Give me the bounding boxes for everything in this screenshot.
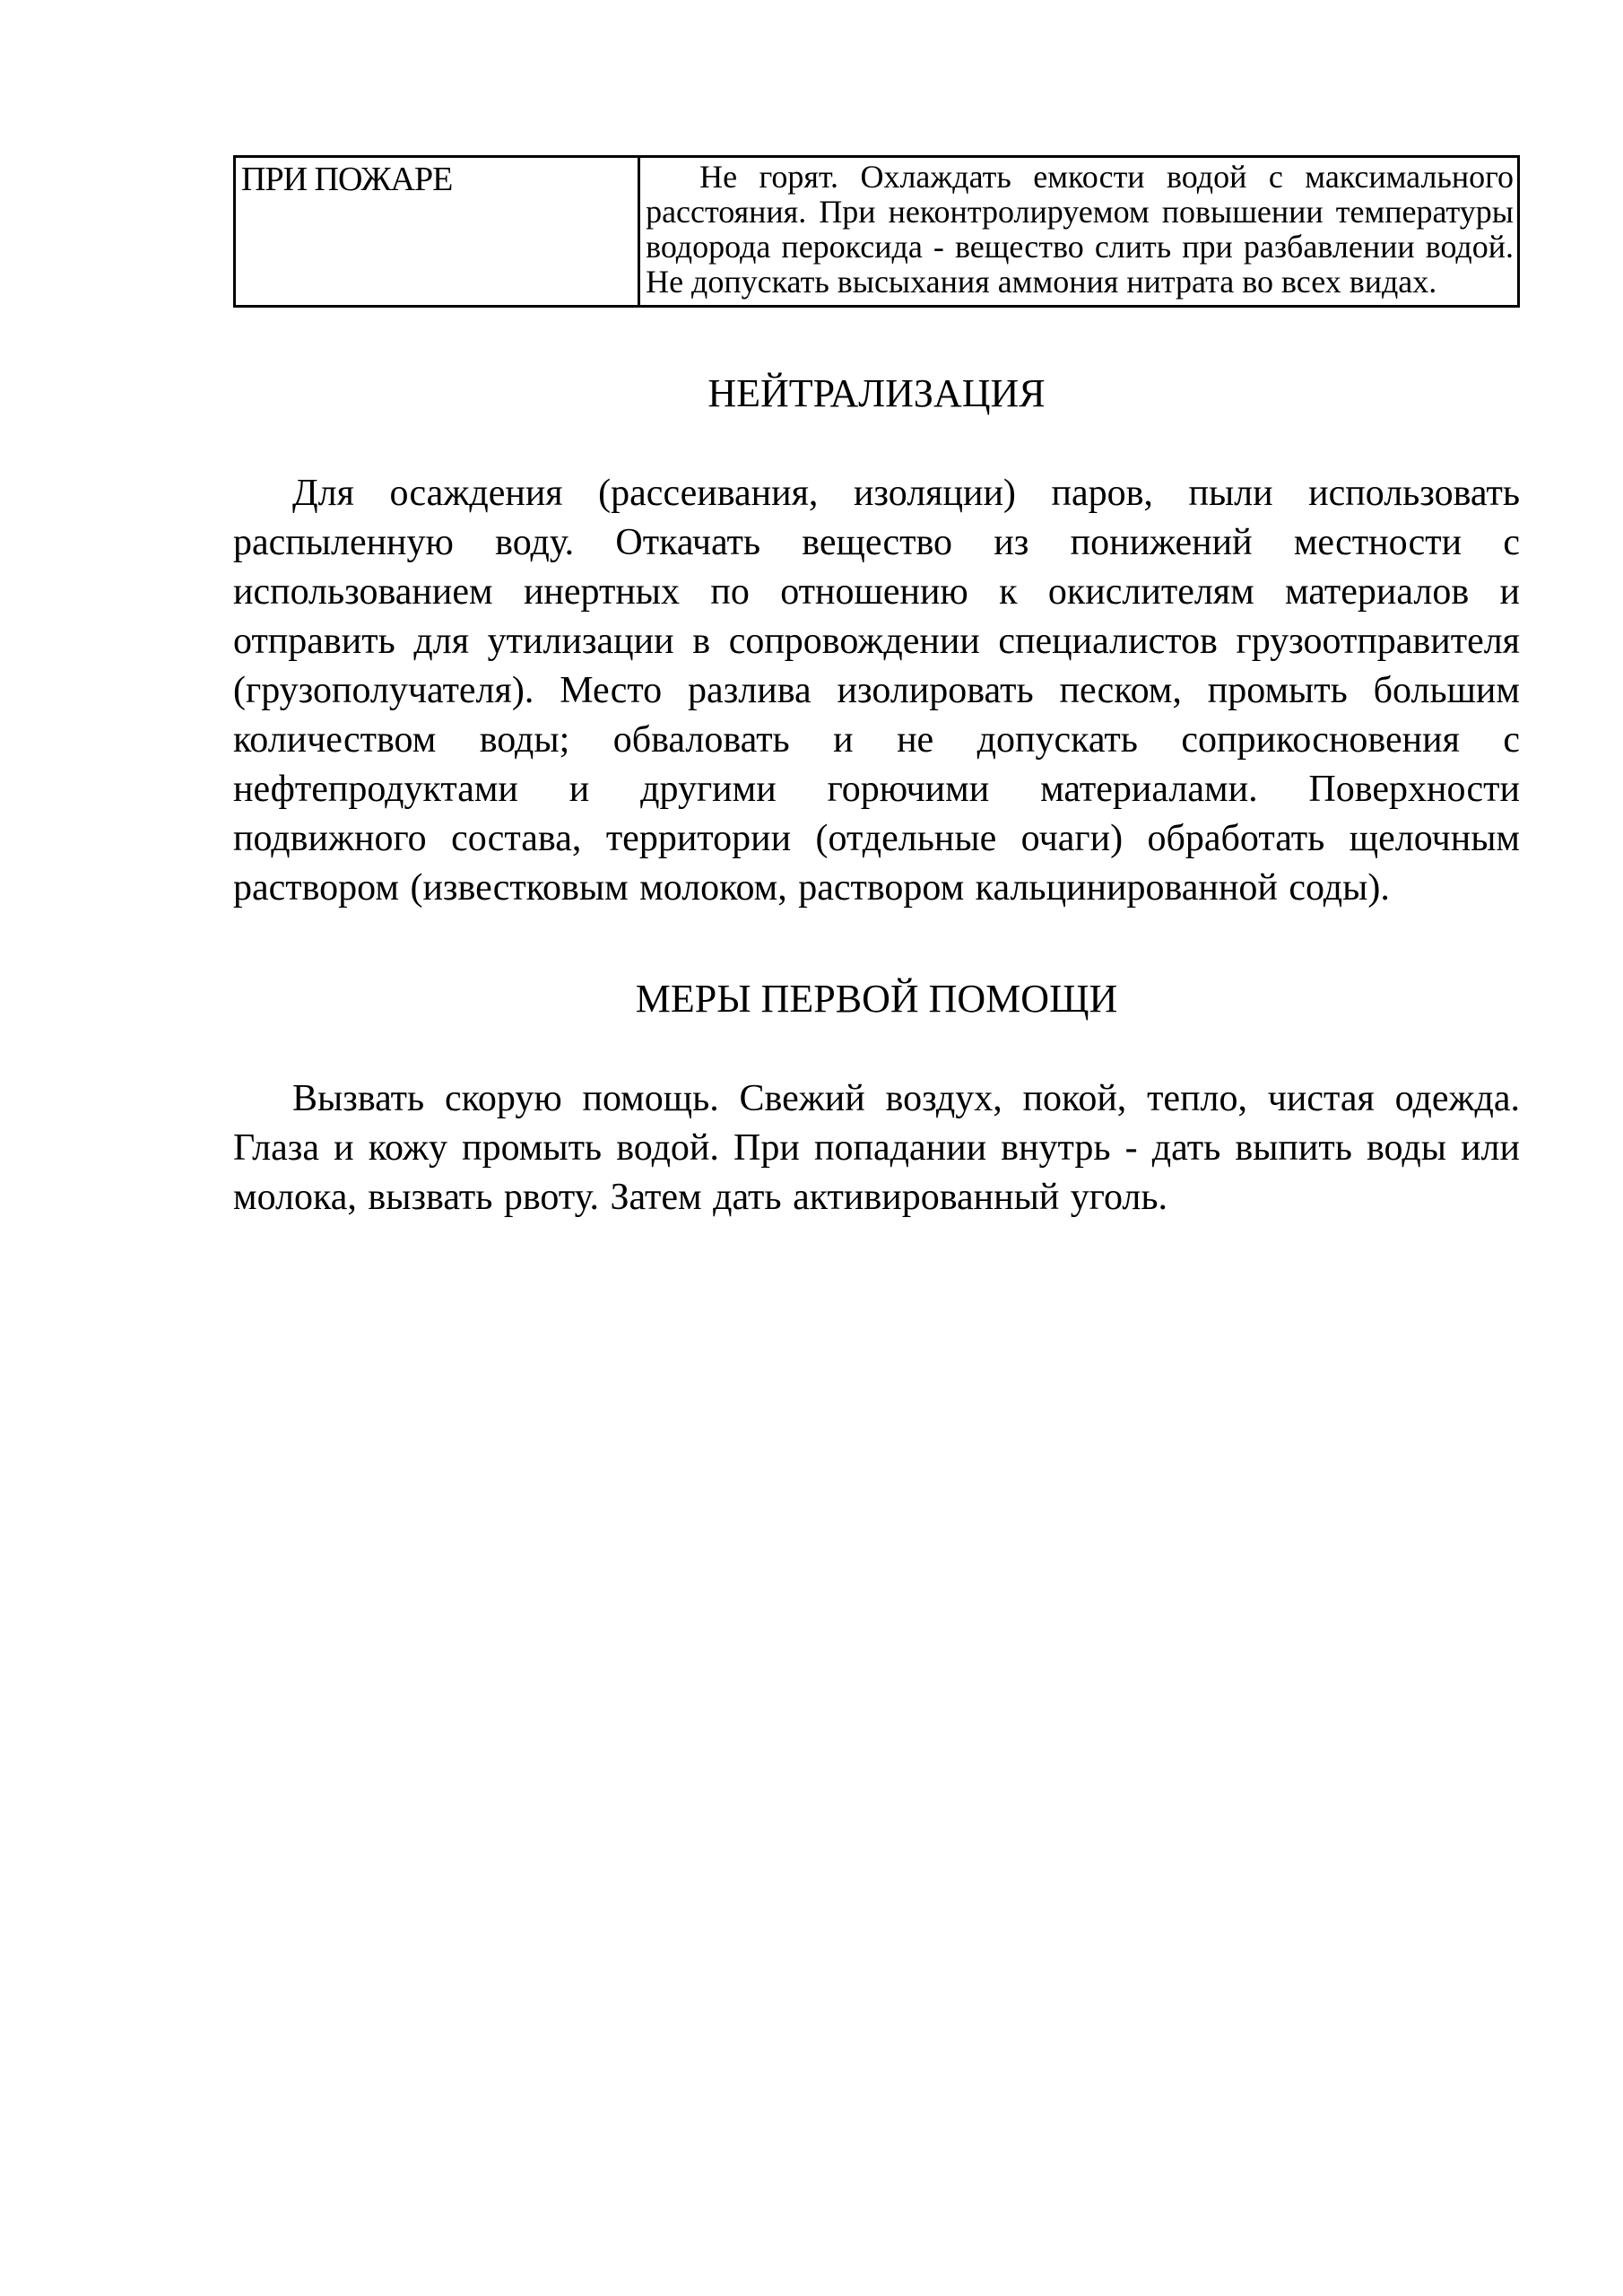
emergency-info-table xyxy=(233,155,1520,308)
section-heading-first-aid: МЕРЫ ПЕРВОЙ ПОМОЩИ xyxy=(635,977,1118,1021)
table-content-cell-fire: Не горят. Охлаждать емкости водой с максимального расстояния. При неконтролируемом повышении температуры водорода пероксида - вещество слить при разбавлении водой. Не допускать высыхания аммония нитрата во всех видах. xyxy=(639,157,1519,307)
section-paragraph-neutralization: Для осаждения (рассеивания, изоляции) паров, пыли использовать распыленную воду. Откачать вещество из понижений местности с использованием инертных по отношению к окислителям материалов и отправить для утилизации в сопровождении специалистов грузоотправителя (грузополучателя). Место разлива изолировать песком, промыть большим количеством воды; обваловать и не допускать соприкосновения с нефтепродуктами и другими горючими материалами. Поверхности подвижного состава, территории (отдельные очаги) обработать щелочным раствором (известковым молоком, раствором кальцинированной соды). xyxy=(233,473,1520,909)
table-label-cell-fire: ПРИ ПОЖАРЕ xyxy=(235,157,639,307)
table-row-fire xyxy=(235,157,1519,307)
section-paragraph-first-aid: Вызвать скорую помощь. Свежий воздух, покой, тепло, чистая одежда. Глаза и кожу промыть водой. При попадании внутрь - дать выпить воды или молока, вызвать рвоту. Затем дать активированный уголь. xyxy=(233,1078,1520,1218)
section-heading-neutralization: НЕЙТРАЛИЗАЦИЯ xyxy=(707,371,1046,415)
